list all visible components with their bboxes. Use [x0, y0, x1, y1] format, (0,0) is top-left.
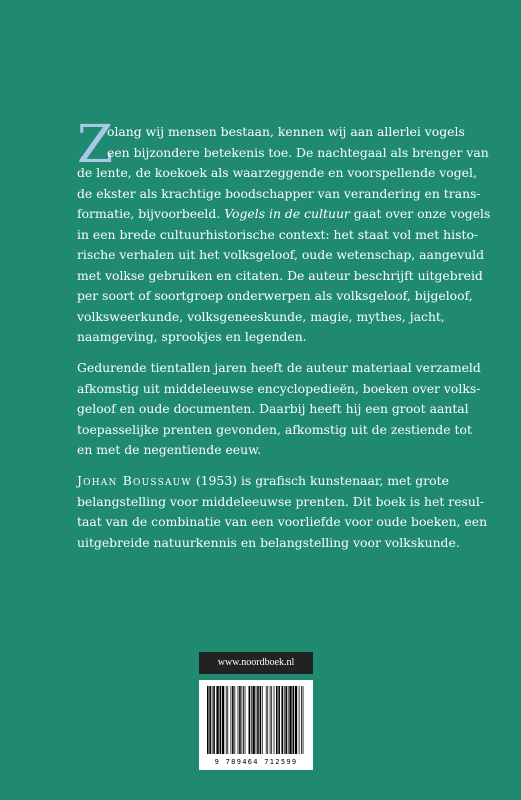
barcode-bar — [239, 686, 241, 754]
text-line — [77, 471, 457, 492]
barcode-bar — [281, 686, 283, 754]
text-line: met volkse gebruiken en citaten. De auteur beschrijft uitgebreid — [77, 267, 483, 283]
text-line: de ekster als krachtige boodschapper van verandering en trans- — [77, 185, 481, 201]
barcode-bar — [212, 686, 213, 754]
barcode-bar — [231, 686, 232, 754]
barcode-bar — [266, 686, 267, 754]
barcode-bar — [227, 686, 228, 754]
text-line: Gedurende tientallen jaren heeft de auteur materiaal verzameld — [77, 360, 481, 375]
barcode-bar — [220, 686, 222, 754]
barcode-bar — [267, 686, 268, 754]
text-line — [77, 204, 491, 225]
text-line: belangstelling voor middeleeuwse prenten. Dit boek is het resul- — [77, 493, 485, 509]
text-line: toepasselijke prenten gevonden, afkomstig uit de zestiende tot — [77, 421, 472, 437]
barcode-bars — [199, 680, 313, 758]
barcode-bar — [249, 686, 251, 754]
barcode-bar — [213, 686, 215, 754]
text-line: in een brede cultuurhistorische context: het staat vol met histo- — [77, 226, 479, 242]
blurb-paragraph-1 — [77, 115, 491, 348]
text-line: uitgebreide natuurkennis en belangstelling voor volkskunde. — [77, 534, 460, 550]
barcode-bar — [284, 686, 285, 754]
text-line: per soort of soortgroep onderwerpen als volksgeloof, bijgeloof, — [77, 288, 473, 303]
text-line: afkomstig uit middeleeuwse encyclopedieën, boeken over volks- — [77, 380, 481, 396]
author-bio — [77, 471, 488, 553]
barcode-bar — [222, 686, 224, 754]
barcode-bar — [232, 686, 234, 754]
text-fragment: formatie, bijvoorbeeld. — [77, 206, 221, 221]
publisher-url: www.noordboek.nl — [199, 652, 313, 674]
barcode-bar — [252, 686, 254, 754]
barcode-bar — [271, 686, 272, 754]
barcode-bar — [209, 686, 211, 754]
text-fragment: (1953) is grafisch kunstenaar, met grote — [191, 473, 449, 488]
barcode-bar — [285, 686, 287, 754]
barcode-bar — [278, 686, 280, 754]
barcode-bar — [295, 686, 297, 754]
barcode-bar — [303, 686, 304, 754]
barcode-bar — [234, 686, 235, 754]
barcode-bar — [292, 686, 294, 754]
text-line: taat van de combinatie van een voorliefde voor oude boeken, een — [77, 514, 488, 529]
barcode-bar — [289, 686, 291, 754]
text-line: rische verhalen uit het volksgeloof, oude wetenschap, aangevuld — [77, 247, 485, 262]
barcode-bar — [260, 686, 262, 754]
barcode-bar — [256, 686, 257, 754]
barcode-bar — [226, 686, 227, 754]
barcode-bar — [251, 686, 252, 754]
isbn-barcode — [199, 680, 313, 770]
barcode-bar — [276, 686, 278, 754]
author-name: Johan Boussauw — [77, 473, 192, 488]
text-line: een bijzondere betekenis toe. De nachtegaal als brenger van — [107, 144, 489, 160]
text-line: volksweerkunde, volksgeneeskunde, magie, mythes, jacht, — [77, 308, 445, 324]
drop-cap-letter: Z — [77, 115, 114, 175]
barcode-bar — [301, 686, 302, 754]
text-line: en met de negentiende eeuw. — [77, 442, 262, 457]
isbn-number: 9 789464 712599 — [214, 758, 298, 766]
text-line: de lente, de koekoek als waarzeggende en voorspellende vogel, — [77, 165, 477, 180]
barcode-bar — [243, 686, 244, 754]
text-line: naamgeving, sprookjes en legenden. — [77, 329, 307, 344]
barcode-bar — [288, 686, 289, 754]
barcode-bar — [245, 686, 246, 754]
book-title: Vogels in de cultuur — [224, 206, 350, 221]
barcode-bar — [257, 686, 259, 754]
barcode-bar — [262, 686, 263, 754]
blurb-paragraph-2 — [77, 358, 481, 461]
barcode-bar — [207, 686, 209, 754]
text-line: olang wij mensen bestaan, kennen wij aan allerlei vogels — [107, 124, 465, 139]
barcode-bar — [238, 686, 239, 754]
text-fragment: gaat over onze vogels — [349, 206, 491, 221]
barcode-bar — [299, 686, 300, 754]
barcode-bar — [216, 686, 218, 754]
barcode-bar — [270, 686, 271, 754]
text-line: geloof en oude documenten. Daarbij heeft hij een groot aantal — [77, 401, 469, 416]
barcode-bar — [242, 686, 243, 754]
barcode-bar — [274, 686, 275, 754]
